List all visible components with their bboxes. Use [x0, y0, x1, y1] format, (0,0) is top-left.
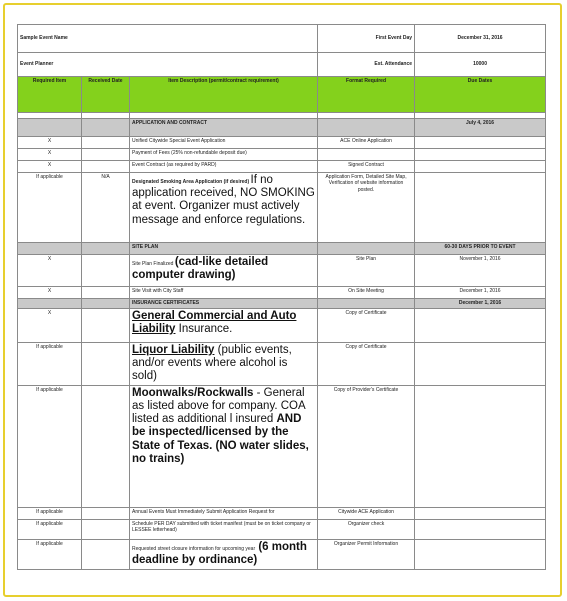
header-description: Item Description (permit/contract requirement): [130, 77, 318, 113]
required-cell: X: [18, 255, 82, 287]
required-cell: X: [18, 161, 82, 173]
required-cell: If applicable: [18, 173, 82, 243]
description-cell: Payment of Fees (25% non-refundable deposit due): [130, 149, 318, 161]
required-cell: If applicable: [18, 385, 82, 507]
description-cell: Unified Citywide Special Event Application: [130, 137, 318, 149]
description-large-text: (cad-like detailed computer drawing): [132, 256, 269, 282]
description-cell: Annual Events Must Immediately Submit Application Request for: [130, 507, 318, 519]
description-cell: Event Contract (as required by PARD): [130, 161, 318, 173]
section-insurance-due: December 1, 2016: [415, 299, 546, 309]
description-cell: [130, 173, 318, 243]
description-small-text: Requested street closure information for upcoming year: [132, 545, 256, 552]
table-row: [18, 343, 546, 386]
section-application-title: APPLICATION AND CONTRACT: [130, 119, 318, 137]
required-cell: If applicable: [18, 519, 82, 539]
table-row: [18, 539, 546, 569]
required-cell: X: [18, 309, 82, 343]
table-row: [18, 385, 546, 507]
format-cell: Application Form, Detailed Site Map, Verification of website information posted.: [318, 173, 415, 243]
section-site-due: 60-30 DAYS PRIOR TO EVENT: [415, 243, 546, 255]
table-row: [18, 287, 546, 299]
description-rest-text: Insurance.: [175, 323, 233, 336]
required-cell: If applicable: [18, 539, 82, 569]
format-cell: On Site Meeting: [318, 287, 415, 299]
section-insurance-title: INSURANCE CERTIFICATES: [130, 299, 318, 309]
first-day-label: First Event Day: [318, 25, 415, 53]
table-row: [18, 309, 546, 343]
table-row: [18, 519, 546, 539]
description-small-text: Site Plan Finalized: [132, 261, 174, 267]
description-bold-text-2: AND be inspected/licensed by the State of Texas. (NO water slides, no trains): [132, 413, 309, 465]
section-site-title: SITE PLAN: [130, 243, 318, 255]
required-cell: X: [18, 149, 82, 161]
table-row: [18, 137, 546, 149]
attendance-label: Est. Attendance: [318, 53, 415, 77]
section-insurance: [18, 299, 546, 309]
header-row: [18, 77, 546, 113]
description-rest-text: (public events, and/or events where alcohol is sold): [132, 344, 292, 383]
description-cell: [130, 309, 318, 343]
required-cell: X: [18, 137, 82, 149]
event-name-label: Sample Event Name: [18, 25, 318, 53]
table-row: [18, 173, 546, 243]
description-large-text: (6 month deadline by ordinance): [132, 540, 307, 566]
table-row: [18, 161, 546, 173]
table-row: [18, 149, 546, 161]
required-cell: If applicable: [18, 343, 82, 386]
event-checklist-table: [17, 24, 546, 570]
required-cell: If applicable: [18, 507, 82, 519]
description-cell: Site Visit with City Staff: [130, 287, 318, 299]
table-row: [18, 507, 546, 519]
description-mid-text: - General as listed above for company. COA listed as additional l insured: [132, 386, 306, 426]
description-bold-text: General Commercial and Auto Liability: [132, 310, 297, 336]
header-received: Received Date: [82, 77, 130, 113]
due-cell: November 1, 2016: [415, 255, 546, 287]
description-small-text: Designated Smoking Area Application (if desired): [132, 179, 250, 185]
format-cell: Copy of Certificate: [318, 309, 415, 343]
required-cell: X: [18, 287, 82, 299]
first-day-value: December 31, 2016: [415, 25, 546, 53]
planner-row: [18, 53, 546, 77]
format-cell: Signed Contract: [318, 161, 415, 173]
description-cell: [130, 385, 318, 507]
description-bold-text: Moonwalks/Rockwalls: [132, 386, 254, 399]
format-cell: Copy of Certificate: [318, 343, 415, 386]
description-bold-text: Liquor Liability: [132, 344, 215, 356]
attendance-value: 10000: [415, 53, 546, 77]
header-due: Due Dates: [415, 77, 546, 113]
format-cell: Copy of Provider's Certificate: [318, 385, 415, 507]
format-cell: Citywide ACE Application: [318, 507, 415, 519]
description-cell: Schedule PER DAY submitted with ticket manifest (must be on ticket company or LESSEE letterhead): [130, 519, 318, 539]
format-cell: ACE Online Application: [318, 137, 415, 149]
description-cell: [130, 539, 318, 569]
format-cell: Organizer check: [318, 519, 415, 539]
format-cell: Organizer Permit Information: [318, 539, 415, 569]
planner-label: Event Planner: [18, 53, 318, 77]
description-cell: [130, 343, 318, 386]
due-cell: December 1, 2016: [415, 287, 546, 299]
header-format: Format Required: [318, 77, 415, 113]
description-cell: [130, 255, 318, 287]
header-required: Required Item: [18, 77, 82, 113]
section-application: [18, 119, 546, 137]
format-cell: Site Plan: [318, 255, 415, 287]
received-cell: N/A: [82, 173, 130, 243]
section-application-due: July 4, 2016: [415, 119, 546, 137]
table-row: [18, 255, 546, 287]
event-name-row: [18, 25, 546, 53]
section-site-plan: [18, 243, 546, 255]
description-large-text: If no application received, NO SMOKING at event. Organizer must actively message and enforce regulations.: [132, 174, 315, 226]
